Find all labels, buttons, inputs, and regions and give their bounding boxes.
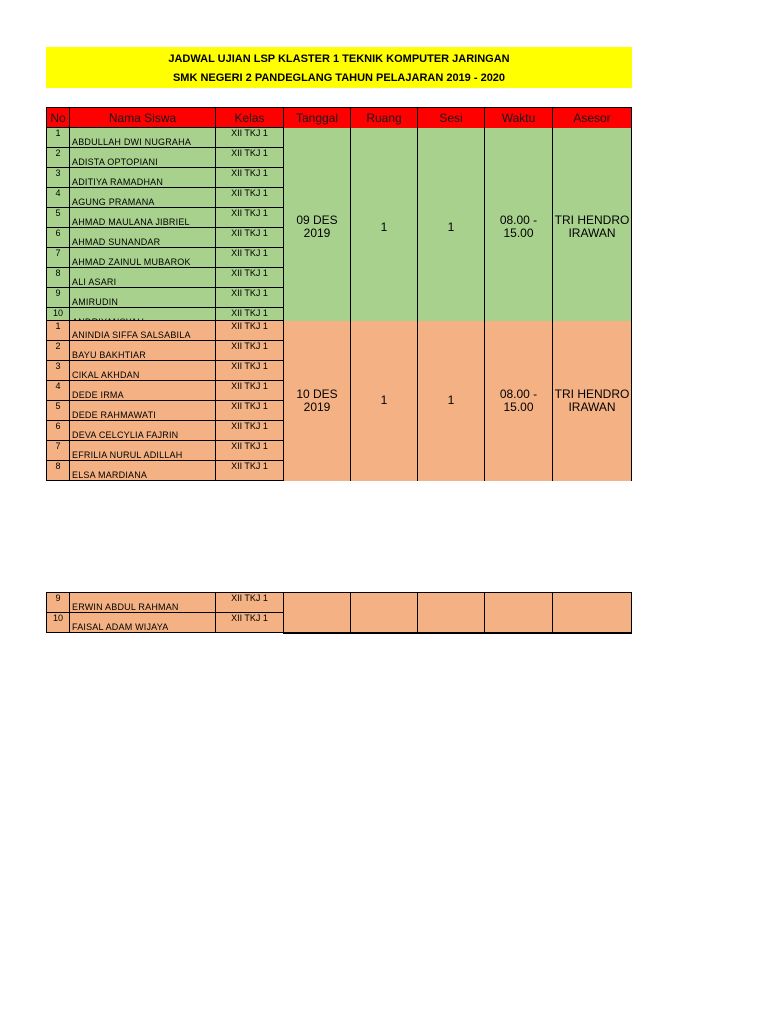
- schedule-tanggal: 09 DES 2019: [284, 128, 351, 328]
- schedule-asesor: TRI HENDRO IRAWAN: [553, 321, 632, 481]
- document-title: [46, 47, 632, 88]
- row-number: 10: [47, 613, 70, 633]
- student-name: AHMAD SUNANDAR: [70, 228, 216, 248]
- student-class: XII TKJ 1: [216, 248, 284, 268]
- student-class: XII TKJ 1: [216, 208, 284, 228]
- row-number: 4: [47, 188, 70, 208]
- schedule-ruang: 1: [351, 321, 418, 481]
- schedule-group-1: [46, 127, 632, 329]
- header-waktu: Waktu: [485, 108, 553, 129]
- student-class: XII TKJ 1: [216, 461, 284, 481]
- table-row: [47, 321, 632, 341]
- row-number: 9: [47, 288, 70, 308]
- student-class: XII TKJ 1: [216, 441, 284, 461]
- schedule-ruang: [351, 593, 418, 633]
- student-name: AMIRUDIN: [70, 288, 216, 308]
- student-name: DEDE IRMA: [70, 381, 216, 401]
- student-class: XII TKJ 1: [216, 228, 284, 248]
- student-class: XII TKJ 1: [216, 341, 284, 361]
- row-number: 1: [47, 128, 70, 148]
- student-name: ANINDIA SIFFA SALSABILA: [70, 321, 216, 341]
- row-number: 5: [47, 401, 70, 421]
- student-class: XII TKJ 1: [216, 361, 284, 381]
- row-number: 8: [47, 268, 70, 288]
- schedule-waktu: [485, 593, 553, 633]
- student-name: AGUNG PRAMANA: [70, 188, 216, 208]
- row-number: 10: [47, 308, 70, 328]
- student-class: XII TKJ 1: [216, 421, 284, 441]
- row-number: 4: [47, 381, 70, 401]
- header-ruang: Ruang: [351, 108, 418, 129]
- student-class: XII TKJ 1: [216, 128, 284, 148]
- table-row: [47, 128, 632, 148]
- student-class: XII TKJ 1: [216, 308, 284, 328]
- student-class: XII TKJ 1: [216, 401, 284, 421]
- student-name: FAISAL ADAM WIJAYA: [70, 613, 216, 633]
- student-name: CIKAL AKHDAN: [70, 361, 216, 381]
- row-number: 2: [47, 148, 70, 168]
- row-number: 8: [47, 461, 70, 481]
- student-name: DEVA CELCYLIA FAJRIN: [70, 421, 216, 441]
- row-number: 1: [47, 321, 70, 341]
- schedule-sesi: [418, 593, 485, 633]
- student-class: XII TKJ 1: [216, 148, 284, 168]
- student-name: ALI ASARI: [70, 268, 216, 288]
- schedule-tanggal: [284, 593, 351, 633]
- student-name: ADISTA OPTOPIANI: [70, 148, 216, 168]
- student-class: XII TKJ 1: [216, 268, 284, 288]
- title-line-2: SMK NEGERI 2 PANDEGLANG TAHUN PELAJARAN 2019 - 2020: [172, 72, 506, 84]
- row-number: 2: [47, 341, 70, 361]
- student-class: XII TKJ 1: [216, 188, 284, 208]
- header-tanggal: Tanggal: [284, 108, 351, 129]
- student-name: ERWIN ABDUL RAHMAN: [70, 593, 216, 613]
- schedule-waktu: 08.00 - 15.00: [485, 128, 553, 328]
- student-class: XII TKJ 1: [216, 381, 284, 401]
- row-number: 7: [47, 441, 70, 461]
- row-number: 3: [47, 361, 70, 381]
- schedule-tanggal: 10 DES 2019: [284, 321, 351, 481]
- schedule-asesor: [553, 593, 632, 633]
- student-class: XII TKJ 1: [216, 593, 284, 613]
- student-name: AHMAD ZAINUL MUBAROK: [70, 248, 216, 268]
- schedule-group-2-continued: [46, 592, 632, 634]
- student-name: ABDULLAH DWI NUGRAHA: [70, 128, 216, 148]
- student-name: EFRILIA NURUL ADILLAH: [70, 441, 216, 461]
- student-class: XII TKJ 1: [216, 321, 284, 341]
- title-line-1: JADWAL UJIAN LSP KLASTER 1 TEKNIK KOMPUTER JARINGAN: [168, 53, 510, 65]
- header-kelas: Kelas: [216, 108, 284, 129]
- row-number: 6: [47, 228, 70, 248]
- schedule-sesi: 1: [418, 321, 485, 481]
- student-name: BAYU BAKHTIAR: [70, 341, 216, 361]
- student-class: XII TKJ 1: [216, 168, 284, 188]
- header-nama-siswa: Nama Siswa: [70, 108, 216, 129]
- student-name: ELSA MARDIANA: [70, 461, 216, 481]
- schedule-waktu: 08.00 - 15.00: [485, 321, 553, 481]
- student-name: ADITIYA RAMADHAN: [70, 168, 216, 188]
- student-class: XII TKJ 1: [216, 613, 284, 633]
- table-row: [47, 593, 632, 613]
- schedule-sesi: 1: [418, 128, 485, 328]
- table-header: [46, 107, 632, 129]
- row-number: 9: [47, 593, 70, 613]
- student-class: XII TKJ 1: [216, 288, 284, 308]
- row-number: 3: [47, 168, 70, 188]
- student-name: AHMAD MAULANA JIBRIEL: [70, 208, 216, 228]
- header-no: No: [47, 108, 70, 129]
- row-number: 5: [47, 208, 70, 228]
- student-name: DEDE RAHMAWATI: [70, 401, 216, 421]
- schedule-group-2: [46, 320, 632, 481]
- row-number: 7: [47, 248, 70, 268]
- schedule-ruang: 1: [351, 128, 418, 328]
- header-asesor: Asesor: [553, 108, 632, 129]
- row-number: 6: [47, 421, 70, 441]
- header-sesi: Sesi: [418, 108, 485, 129]
- schedule-asesor: TRI HENDRO IRAWAN: [553, 128, 632, 328]
